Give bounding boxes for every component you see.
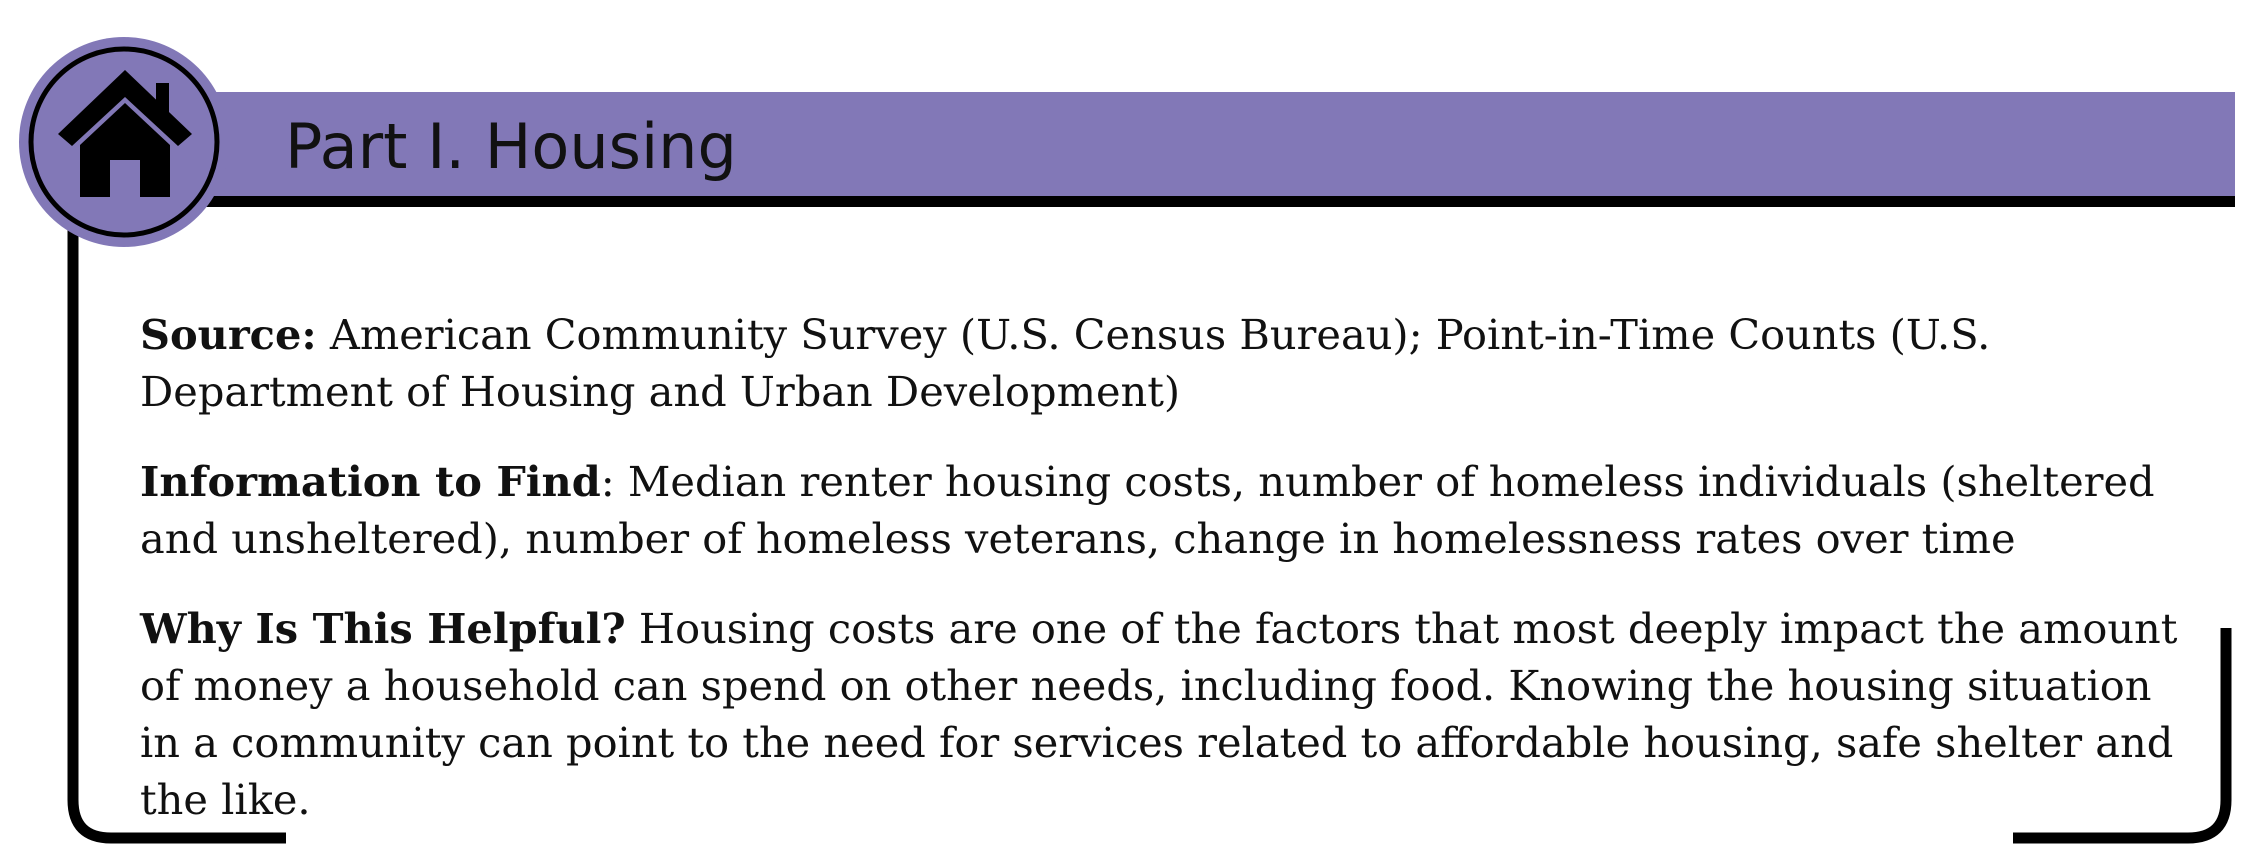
- section-title: Part I. Housing: [285, 110, 737, 183]
- info-label: Information to Find: [140, 457, 601, 506]
- info-text: : Median renter housing costs, number of homeless individuals (sheltered and unsheltered), number of homeless veterans, change in homelessness rates over time: [140, 457, 2155, 563]
- section-body: [140, 306, 2190, 861]
- source-text: American Community Survey (U.S. Census Bureau); Point-in-Time Counts (U.S. Department of Housing and Urban Development): [140, 310, 1991, 416]
- helpful-text: Housing costs are one of the factors that most deeply impact the amount of money a household can spend on other needs, including food. Knowing the housing situation in a community can point to the need for services related to affordable housing, safe shelter and the like.: [140, 604, 2178, 824]
- source-label: Source:: [140, 310, 317, 359]
- source-paragraph: [140, 306, 2190, 420]
- helpful-label: Why Is This Helpful?: [140, 604, 626, 653]
- helpful-paragraph: [140, 600, 2190, 828]
- info-paragraph: [140, 453, 2190, 567]
- banner-underline: [150, 196, 2235, 207]
